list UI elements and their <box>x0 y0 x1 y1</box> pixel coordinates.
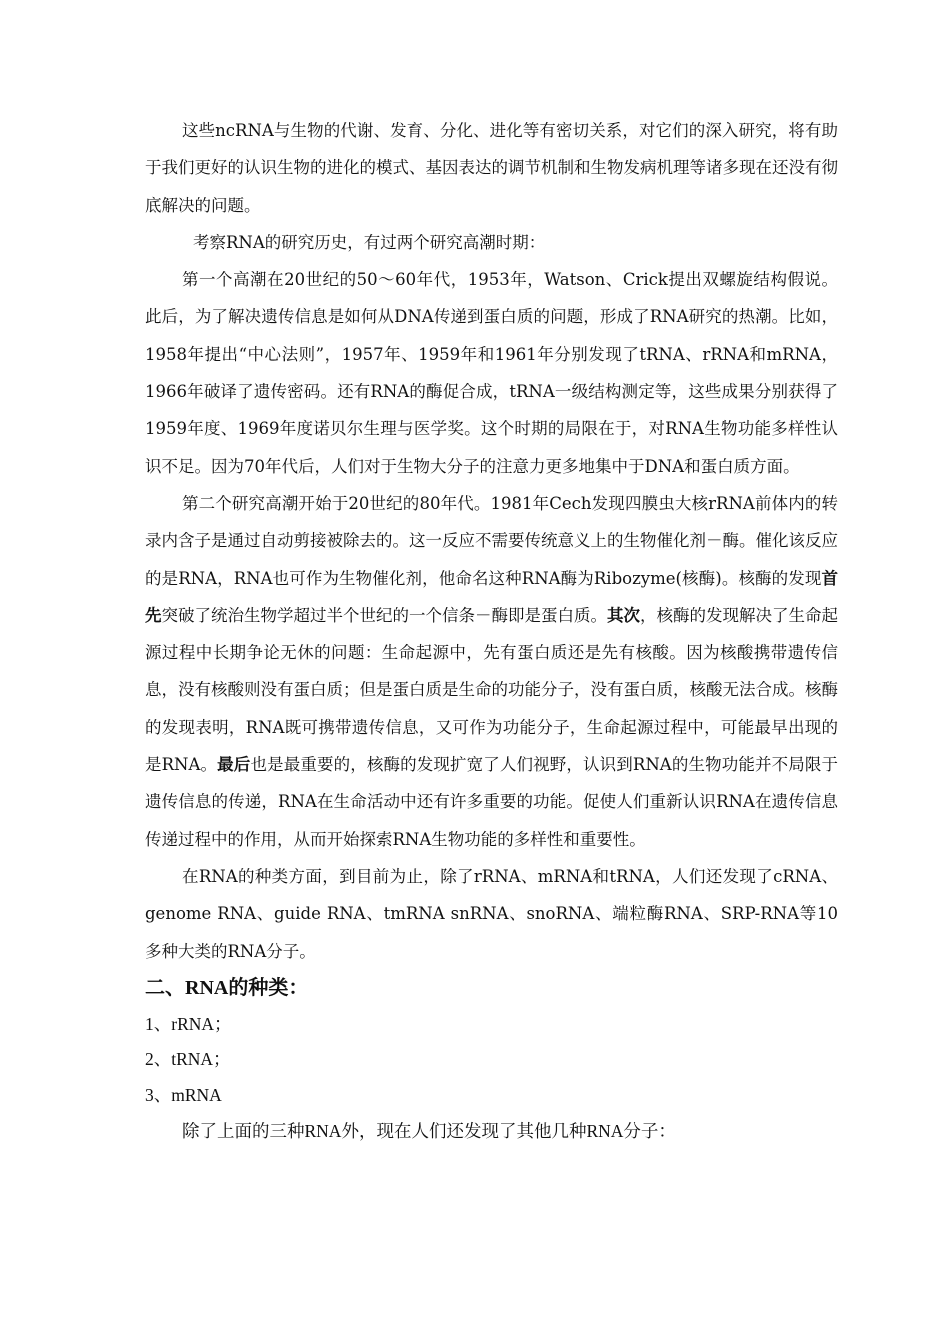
paragraph-rna-types-overview: 在RNA的种类方面，到目前为止，除了rRNA、mRNA和tRNA，人们还发现了cRNA、genome RNA、guide RNA、tmRNA snRNA、snoRNA、端粒酶RNA、SRP-RNA等10多种大类的RNA分子。 <box>145 866 838 961</box>
section-heading: 二、RNA的种类： <box>145 976 309 999</box>
emphasis-last: 最后 <box>217 755 251 775</box>
paragraph-text: ，核酶的发现解决了生命起源过程中长期争论无休的问题：生命起源中，先有蛋白质还是先有核酸。因为核酸携带遗传信息，没有核酸则没有蛋白质；但是蛋白质是生命的功能分子，没有蛋白质，核酸无法合成。核酶的发现表明，RNA既可携带遗传信息，又可作为功能分子，生命起源过程中，可能最早出现的是RNA。 <box>145 605 838 775</box>
paragraph-text: 也是最重要的，核酶的发现扩宽了人们视野，认识到RNA的生物功能并不局限于遗传信息的传递，RNA在生命活动中还有许多重要的功能。促使人们重新认识RNA在遗传信息传递过程中的作用，从而开始探索RNA生物功能的多样性和重要性。 <box>145 755 839 849</box>
list-item-trna: 2、tRNA； <box>145 1049 231 1070</box>
list-item-mrna: 3、mRNA <box>145 1084 222 1105</box>
paragraph-research-history-intro: 考察RNA的研究历史，有过两个研究高潮时期： <box>193 232 546 252</box>
list-item-rrna: 1、rRNA； <box>145 1013 232 1034</box>
paragraph-first-research-wave: 第一个高潮在20世纪的50～60年代，1953年，Watson、Crick提出双螺旋结构假说。此后，为了解决遗传信息是如何从DNA传递到蛋白质的问题，形成了RNA研究的热潮。比如，1958年提出“中心法则”，1957年、1959年和1961年分别发现了tRNA、rRNA和mRNA，1966年破译了遗传密码。还有RNA的酶促合成，tRNA一级结构测定等，这些成果分别获得了1959年度、1969年度诺贝尔生理与医学奖。这个时期的局限在于，对RNA生物功能多样性认识不足。因为70年代后，人们对于生物大分子的注意力更多地集中于DNA和蛋白质方面。 <box>145 270 838 476</box>
emphasis-first: 首先 <box>145 568 838 625</box>
paragraph-ncrna-significance: 这些ncRNA与生物的代谢、发育、分化、进化等有密切关系，对它们的深入研究，将有助于我们更好的认识生物的进化的模式、基因表达的调节机制和生物发病机理等诸多现在还没有彻底解决的问题。 <box>145 121 838 215</box>
paragraph-second-research-wave <box>145 485 838 858</box>
paragraph-text: 突破了统治生物学超过半个世纪的一个信条－酶即是蛋白质。 <box>161 605 607 625</box>
closing-sentence: 除了上面的三种RNA外，现在人们还发现了其他几种RNA分子： <box>182 1121 676 1142</box>
paragraph-text: 第二个研究高潮开始于20世纪的80年代。1981年Cech发现四膜虫大核rRNA前体内的转录内含子是通过自动剪接被除去的。这一反应不需要传统意义上的生物催化剂－酶。催化该反应的是RNA，RNA也可作为生物催化剂，他命名这种RNA酶为Ribozyme(核酶)。核酶的发现 <box>145 493 838 588</box>
emphasis-second: 其次 <box>607 605 640 625</box>
